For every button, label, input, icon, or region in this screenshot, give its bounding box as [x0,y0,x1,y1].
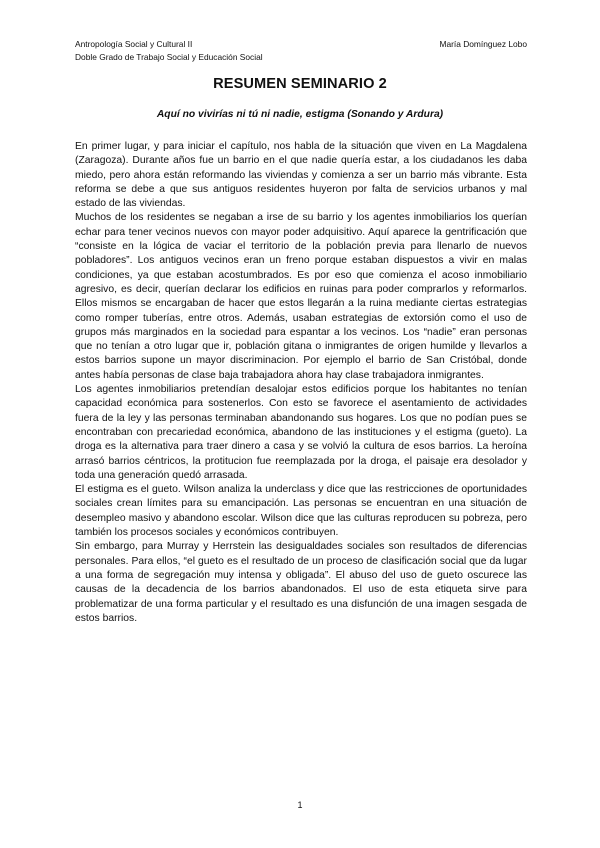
paragraph: El estigma es el gueto. Wilson analiza la underclass y dice que las restricciones de oportunidades sociales crean límites para su emancipación. Las personas se encuentran en una situación de desempleo masivo y abandono escolar. Wilson dice que las culturas reproducen su pobreza, pero también los procesos sociales y económicos contribuyen. [75,484,527,539]
page-subtitle: Aquí no vivirías ni tú ni nadie, estigma (Sonando y Ardura) [156,109,444,120]
header-author: María Domínguez Lobo [439,39,527,49]
body-text [75,140,527,626]
paragraph: Muchos de los residentes se negaban a irse de su barrio y los agentes inmobiliarios los querían echar para tener vecinos nuevos con mayor poder adquisitivo. Aquí aparece la gentrificación que “consiste en la lógica de vaciar el territorio de la población previa para llenarlo de nuevos pobladores”. Los antiguos vecinos eran un freno porque estaban dispuestos a vivir en malas condiciones, ya que estaban acostumbrados. Es por eso que comienza el acoso inmobiliario agresivo, es decir, querían declarar los edificios en ruinas para poder comprarlos y reformarlos. Ellos mismos se encargaban de hacer que estos llegarán a la ruina mediante ciertas estrategias como romper tuberías, entre otros. Además, usaban estrategias de extorsión como el uso de grupos más marginados en la sociedad para espantar a los vecinos. Los “nadie” eran personas que no tenían a otro lugar que ir, población gitana o inmigrantes de origen humilde y llevarlos a estos barrios supone un mayor discriminacion. Por ejemplo el barrio de San Cristóbal, donde antes había personas de clase baja trabajadora ahora hay clase trabajadora inmigrantes. [75,212,527,381]
paragraph: En primer lugar, y para iniciar el capítulo, nos habla de la situación que viven en La Magdalena (Zaragoza). Durante años fue un barrio en el que nadie quería estar, a los ciudadanos les daba miedo, pero ahora están reformando las viviendas y comienza a ser un barrio más vibrante. Esta reforma se debe a que sus antiguos residentes huyeron por falta de servicios urbanos y mal estado de las viviendas. [75,141,527,210]
header-course: Antropología Social y Cultural II [75,39,193,49]
header-left [75,38,263,63]
page-title: RESUMEN SEMINARIO 2 [213,76,387,92]
paragraph: Sin embargo, para Murray y Herrstein las desigualdades sociales son resultados de diferencias personales. Para ellos, “el gueto es el resultado de un proceso de clasificación social que da lugar a una forma de segregación muy intensa y obligada”. El abuso del uso de gueto oscurece las causas de la decadencia de los barrios abandonados. El uso de esta etiqueta sirve para problematizar de una forma particular y el resultado es una disfunción de una imagen sesgada de estos barrios. [75,541,527,624]
header-degree: Doble Grado de Trabajo Social y Educación Social [75,51,263,62]
paragraph: Los agentes inmobiliarios pretendían desalojar estos edificios porque los habitantes no tenían capacidad económica para sostenerlos. Con esto se favorece el asentamiento de actividades fuera de la ley y las personas terminaban abandonando sus hogares. Los que no podían pues se encontraban con precariedad económica, abandono de las instituciones y el estigma (gueto). La droga es la alternativa para traer dinero a casa y se volvió la cultura de esos barrios. La heroína arrasó barrios céntricos, la protitucion fue reemplazada por la droga, el paisaje era desolador y toda una generación quedó arrasada. [75,384,527,481]
page-number: 1 [297,800,303,810]
